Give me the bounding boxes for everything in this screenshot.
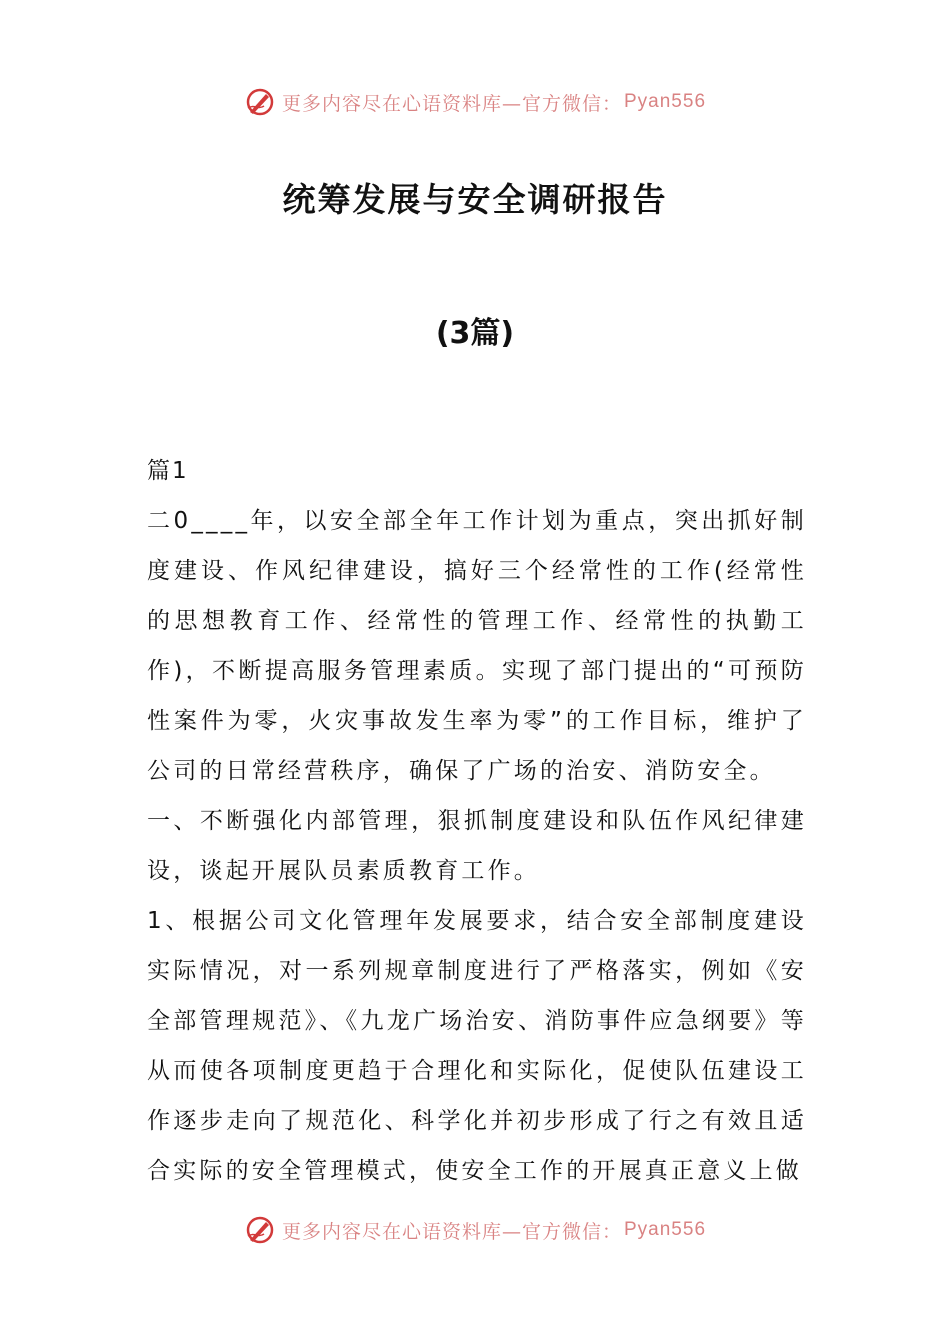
document-subtitle: (3篇) (435, 316, 515, 351)
document-body (147, 446, 807, 1196)
watermark-text: 更多内容尽在心语资料库—官方微信： (281, 1220, 622, 1243)
paragraph-3: 1、根据公司文化管理年发展要求，结合安全部制度建设实际情况，对一系列规章制度进行了严格落实，例如《安全部管理规范》、《九龙广场治安、消防事件应急纲要》等从而使各项制度更趋于合理化和实际化，促使队伍建设工作逐步走向了规范化、科学化并初步形成了行之有效且适合实际的安全管理模式，使安全工作的开展真正意义上做 (147, 908, 807, 1184)
watermark-wechat-id: Pyan556 (624, 1219, 707, 1240)
pen-logo-icon (244, 86, 276, 118)
watermark-wechat-id: Pyan556 (624, 91, 707, 112)
paragraph-2: 一、不断强化内部管理，狠抓制度建设和队伍作风纪律建设，谈起开展队员素质教育工作。 (147, 808, 807, 884)
watermark-text: 更多内容尽在心语资料库—官方微信： (281, 92, 622, 115)
section-label: 篇1 (147, 458, 189, 484)
document-title: 统筹发展与安全调研报告 (282, 180, 668, 219)
header-watermark (0, 82, 950, 122)
paragraph-1: 二0____年，以安全部全年工作计划为重点，突出抓好制度建设、作风纪律建设，搞好三个经常性的工作(经常性的思想教育工作、经常性的管理工作、经常性的执勤工作)，不断提高服务管理素质。实现了部门提出的“可预防性案件为零，火灾事故发生率为零”的工作目标，维护了公司的日常经营秩序，确保了广场的治安、消防安全。 (147, 508, 807, 784)
footer-watermark (0, 1210, 950, 1250)
pen-logo-icon (244, 1214, 276, 1246)
